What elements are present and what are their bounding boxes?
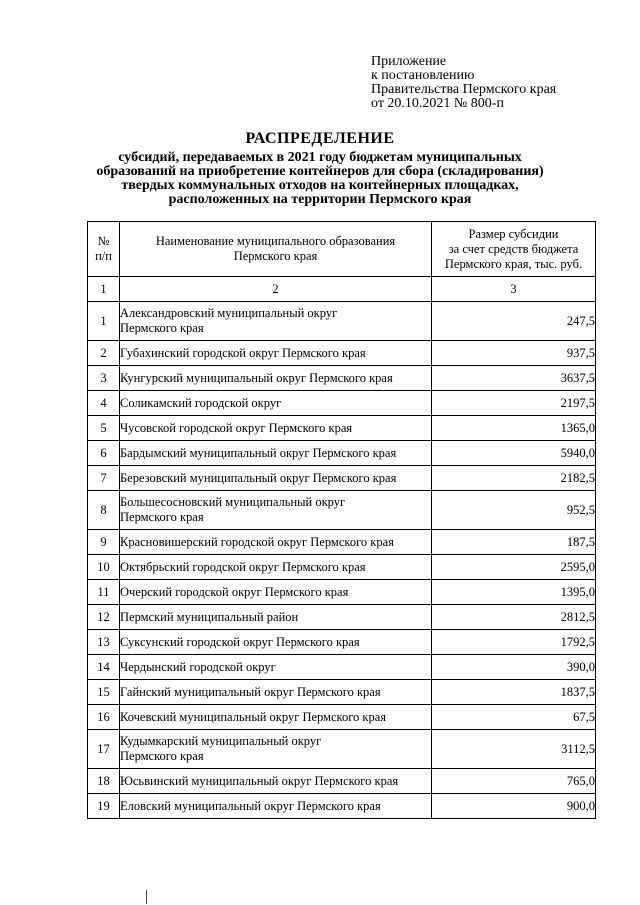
table-row	[88, 794, 596, 819]
municipality-name	[120, 391, 432, 416]
municipality-name-line: Бардымский муниципальный округ Пермского края	[120, 445, 397, 460]
table-row	[88, 466, 596, 491]
table-row	[88, 630, 596, 655]
row-number: 5	[88, 416, 120, 441]
municipality-name	[120, 341, 432, 366]
subsidy-amount: 1837,5	[432, 680, 596, 705]
municipality-name-line: Соликамский городской округ	[120, 395, 282, 410]
table-row	[88, 341, 596, 366]
municipality-name-line: Красновишерский городской округ Пермского края	[120, 534, 394, 549]
appendix-line: Правительства Пермского края	[371, 82, 557, 97]
table-row	[88, 416, 596, 441]
appendix-line: Приложение	[371, 54, 447, 69]
row-number: 12	[88, 605, 120, 630]
table-row	[88, 769, 596, 794]
appendix-line: к постановлению	[371, 68, 475, 83]
municipality-name	[120, 441, 432, 466]
table-row	[88, 605, 596, 630]
subtitle-line: расположенных на территории Пермского края	[168, 192, 472, 207]
municipality-name	[120, 705, 432, 730]
subsidy-amount: 765,0	[432, 769, 596, 794]
municipality-name	[120, 555, 432, 580]
subsidy-amount: 2182,5	[432, 466, 596, 491]
table-row	[88, 391, 596, 416]
column-number-row	[88, 277, 596, 302]
row-number: 11	[88, 580, 120, 605]
municipality-name-line: Губахинский городской округ Пермского края	[120, 345, 366, 360]
table-row	[88, 705, 596, 730]
row-number: 7	[88, 466, 120, 491]
row-number: 2	[88, 341, 120, 366]
table-row	[88, 680, 596, 705]
margin-mark	[146, 890, 147, 904]
subsidy-amount: 1395,0	[432, 580, 596, 605]
row-number: 17	[88, 730, 120, 769]
municipality-name-line: Еловский муниципальный округ Пермского края	[120, 798, 381, 813]
subsidy-amount: 952,5	[432, 491, 596, 530]
subsidy-amount: 1792,5	[432, 630, 596, 655]
subsidy-amount: 5940,0	[432, 441, 596, 466]
municipality-name-line: Пермский муниципальный район	[120, 609, 299, 624]
municipality-name-line: Пермского края	[120, 749, 204, 763]
column-number: 3	[432, 277, 596, 302]
table-header-row	[88, 222, 596, 277]
subsidy-amount: 3112,5	[432, 730, 596, 769]
subtitle-line: образований на приобретение контейнеров для сбора (складирования)	[96, 164, 544, 179]
appendix-note	[371, 55, 556, 111]
municipality-name	[120, 466, 432, 491]
row-number: 3	[88, 366, 120, 391]
row-number: 10	[88, 555, 120, 580]
subsidy-amount: 2595,0	[432, 555, 596, 580]
table-row	[88, 655, 596, 680]
table-row	[88, 302, 596, 341]
document-heading	[0, 130, 640, 207]
table-row	[88, 441, 596, 466]
document-title: РАСПРЕДЕЛЕНИЕ	[245, 130, 395, 147]
row-number: 1	[88, 302, 120, 341]
municipality-name-line: Пермского края	[120, 321, 204, 335]
municipality-name	[120, 491, 432, 530]
subsidy-amount: 937,5	[432, 341, 596, 366]
header-number-line: п/п	[95, 249, 112, 263]
subtitle-line: субсидий, передаваемых в 2021 году бюджетам муниципальных	[118, 150, 522, 165]
municipality-name-line: Чусовской городской округ Пермского края	[120, 420, 353, 435]
subsidy-amount: 67,5	[432, 705, 596, 730]
municipality-name	[120, 655, 432, 680]
header-number	[88, 222, 120, 277]
table-row	[88, 491, 596, 530]
municipality-name	[120, 366, 432, 391]
municipality-name-line: Октябрьский городской округ Пермского края	[120, 559, 366, 574]
header-municipality-line: Пермского края	[233, 249, 318, 263]
header-municipality	[120, 222, 432, 277]
subsidy-amount: 2197,5	[432, 391, 596, 416]
municipality-name-line: Александровский муниципальный округ	[120, 306, 338, 320]
column-number: 2	[120, 277, 432, 302]
municipality-name	[120, 769, 432, 794]
row-number: 4	[88, 391, 120, 416]
header-subsidy-line: за счет средств бюджета	[448, 241, 579, 256]
header-municipality-line: Наименование муниципального образования	[155, 234, 396, 248]
appendix-line: от 20.10.2021 № 800-п	[371, 96, 504, 111]
municipality-name-line: Кунгурский муниципальный округ Пермского края	[120, 370, 393, 385]
municipality-name-line: Кочевский муниципальный округ Пермского края	[120, 709, 387, 724]
municipality-name	[120, 605, 432, 630]
municipality-name-line: Пермского края	[120, 510, 204, 524]
municipality-name	[120, 794, 432, 819]
subsidy-table	[87, 221, 596, 819]
municipality-name-line: Большесосновский муниципальный округ	[120, 495, 346, 509]
subsidy-amount: 3637,5	[432, 366, 596, 391]
row-number: 14	[88, 655, 120, 680]
row-number: 16	[88, 705, 120, 730]
municipality-name	[120, 630, 432, 655]
subsidy-amount: 1365,0	[432, 416, 596, 441]
municipality-name	[120, 680, 432, 705]
row-number: 9	[88, 530, 120, 555]
row-number: 13	[88, 630, 120, 655]
header-subsidy	[432, 222, 596, 277]
row-number: 6	[88, 441, 120, 466]
table-row	[88, 580, 596, 605]
subsidy-amount: 2812,5	[432, 605, 596, 630]
municipality-name-line: Юсьвинский муниципальный округ Пермского края	[120, 773, 399, 788]
subsidy-amount: 900,0	[432, 794, 596, 819]
row-number: 18	[88, 769, 120, 794]
row-number: 19	[88, 794, 120, 819]
municipality-name-line: Чердынский городской округ	[120, 659, 276, 674]
subsidy-amount: 247,5	[432, 302, 596, 341]
header-subsidy-line: Размер субсидии	[468, 226, 559, 241]
document-subtitle	[0, 151, 640, 207]
municipality-name-line: Кудымкарский муниципальный округ	[120, 734, 322, 748]
municipality-name	[120, 580, 432, 605]
subsidy-amount: 390,0	[432, 655, 596, 680]
row-number: 8	[88, 491, 120, 530]
header-number-line: №	[97, 234, 110, 248]
municipality-name-line: Очерский городской округ Пермского края	[120, 584, 349, 599]
municipality-name	[120, 530, 432, 555]
municipality-name-line: Суксунский городской округ Пермского края	[120, 634, 360, 649]
table-row	[88, 555, 596, 580]
column-number: 1	[88, 277, 120, 302]
subtitle-line: твердых коммунальных отходов на контейнерных площадках,	[121, 178, 519, 193]
municipality-name-line: Гайнский муниципальный округ Пермского края	[120, 684, 381, 699]
subsidy-amount: 187,5	[432, 530, 596, 555]
table-row	[88, 730, 596, 769]
table-row	[88, 366, 596, 391]
municipality-name	[120, 416, 432, 441]
municipality-name	[120, 730, 432, 769]
municipality-name	[120, 302, 432, 341]
table-row	[88, 530, 596, 555]
header-subsidy-line: Пермского края, тыс. руб.	[444, 256, 583, 271]
municipality-name-line: Березовский муниципальный округ Пермского края	[120, 470, 397, 485]
row-number: 15	[88, 680, 120, 705]
